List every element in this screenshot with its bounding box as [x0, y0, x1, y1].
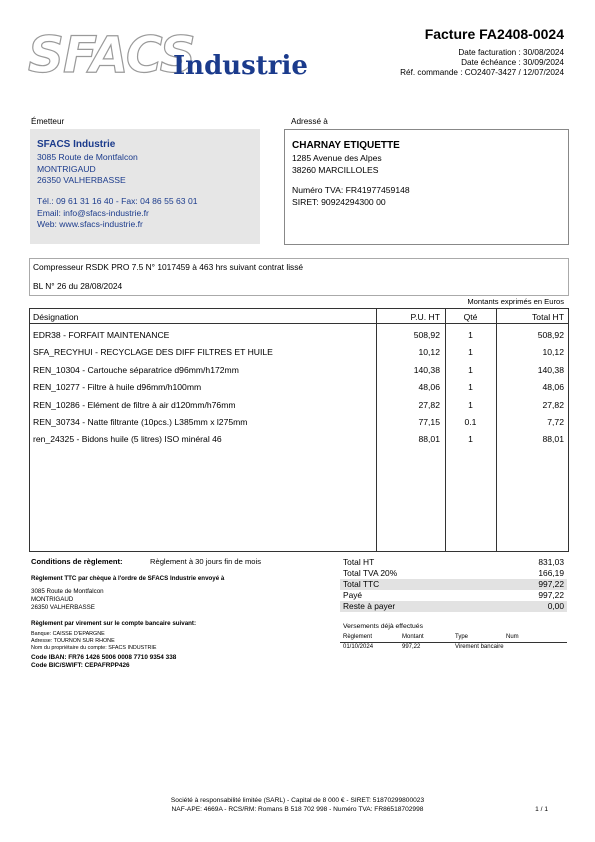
paid-label: Payé: [343, 590, 363, 600]
bank-name: Banque: CAISSE D'EPARGNE: [31, 631, 105, 637]
emitter-label: Émetteur: [31, 117, 65, 126]
emitter-address-line: MONTRIGAUD: [37, 163, 96, 174]
paid-value: 997,22: [538, 590, 564, 600]
company-logo-industrie: Industrie: [173, 51, 308, 81]
company-logo-sfacs: SFACS: [28, 26, 195, 84]
footer-registration: NAF-APE: 4669A - RCS/RM: Romans B 518 702 998 - Numéro TVA: FR86518702998: [171, 806, 424, 813]
total-ttc-label: Total TTC: [343, 579, 380, 589]
row-total: 27,82: [542, 399, 564, 410]
header-designation: Désignation: [33, 312, 79, 322]
emitter-contact: [37, 196, 198, 231]
row-total: 88,01: [542, 434, 564, 445]
row-designation: REN_10304 - Cartouche séparatrice d96mm/h172mm: [33, 364, 239, 375]
recipient-name: CHARNAY ETIQUETTE: [292, 140, 400, 151]
invoice-description: [29, 258, 569, 296]
row-quantity: 1: [468, 382, 473, 393]
remaining-row: [340, 601, 567, 612]
emitter-box: [30, 129, 260, 244]
row-total: 140,38: [537, 364, 564, 375]
bank-address: Adresse: TOURNON SUR RHONE: [31, 638, 115, 644]
header-total: Total HT: [532, 312, 564, 322]
row-quantity: 0.1: [464, 417, 477, 427]
total-ht-label: Total HT: [343, 557, 375, 567]
bic: Code BIC/SWIFT: CEPAFRPP426: [31, 662, 130, 669]
row-quantity: 1: [468, 347, 473, 358]
payments-title: Versements déjà effectués: [343, 623, 423, 630]
row-designation: ren_24325 - Bidons huile (5 litres) ISO minéral 46: [33, 434, 222, 445]
row-total: 10,12: [542, 347, 564, 358]
payments-row: [340, 643, 567, 652]
row-unit-price: 88,01: [418, 434, 440, 445]
recipient-siret: SIRET: 90924294300 00: [292, 196, 386, 207]
payment-date: 01/10/2024: [343, 644, 374, 650]
total-tva-label: Total TVA 20%: [343, 568, 398, 578]
column-divider: [376, 309, 377, 551]
currency-note: Montants exprimés en Euros: [467, 297, 564, 306]
transfer-title: Règlement par virement sur le compte bancaire suivant:: [31, 620, 197, 627]
paid-row: [340, 590, 567, 601]
header-unit-price: P.U. HT: [410, 312, 440, 322]
cheque-title: Règlement TTC par chèque à l'ordre de SFACS Industrie envoyé à: [31, 575, 225, 582]
row-designation: SFA_RECYHUI - RECYCLAGE DES DIFF FILTRES ET HUILE: [33, 347, 273, 358]
emitter-email: Email: info@sfacs-industrie.fr: [37, 207, 149, 218]
row-quantity: 1: [468, 364, 473, 375]
recipient-vat: Numéro TVA: FR41977459148: [292, 185, 410, 195]
row-designation: REN_30734 - Natte filtrante (10pcs.) L385mm x l275mm: [33, 417, 248, 427]
payments-header-cell: Type: [455, 634, 469, 640]
recipient-ids: [292, 185, 410, 208]
bank-details: [31, 631, 157, 652]
payments-header: [340, 634, 567, 643]
total-ht-value: 831,03: [538, 557, 564, 567]
cheque-address-line: 3085 Route de Montfalcon: [31, 588, 104, 595]
row-designation: REN_10277 - Filtre à huile d96mm/h100mm: [33, 382, 202, 393]
cheque-address-line: MONTRIGAUD: [31, 596, 74, 603]
row-designation: EDR38 - FORFAIT MAINTENANCE: [33, 330, 170, 340]
recipient-address: [292, 153, 382, 176]
total-ttc-row: [340, 579, 567, 590]
invoice-date: Date facturation : 30/08/2024: [458, 48, 564, 57]
invoice-title: Facture FA2408-0024: [424, 26, 564, 42]
column-divider: [496, 309, 497, 551]
total-tva-row: [340, 568, 567, 579]
row-unit-price: 140,38: [413, 364, 440, 375]
payment-type: Virement bancaire: [455, 644, 504, 650]
emitter-name: SFACS Industrie: [37, 139, 116, 150]
row-total: 7,72: [547, 417, 564, 427]
row-quantity: 1: [468, 399, 473, 410]
payments-table: [340, 634, 567, 652]
row-unit-price: 508,92: [413, 330, 440, 340]
row-total: 508,92: [537, 330, 564, 340]
row-quantity: 1: [468, 434, 473, 445]
items-table: [29, 308, 569, 552]
description-line: Compresseur RSDK PRO 7.5 N° 1017459 à 463 hrs suivant contrat lissé: [33, 262, 304, 272]
total-tva-value: 166,19: [538, 568, 564, 578]
column-divider: [445, 309, 446, 551]
conditions-label: Conditions de règlement:: [31, 557, 123, 566]
recipient-box: [284, 129, 569, 245]
footer-legal: Société à responsabilité limitée (SARL) - Capital de 8 000 € - SIRET: 51870299800023: [170, 797, 425, 804]
emitter-address-line: 3085 Route de Montfalcon: [37, 152, 138, 162]
recipient-address-line: 1285 Avenue des Alpes: [292, 153, 382, 163]
delivery-note-line: BL N° 26 du 28/08/2024: [33, 281, 123, 291]
invoice-due-date: Date échéance : 30/09/2024: [461, 58, 564, 67]
account-owner: Nom du propriétaire du compte: SFACS INDUSTRIE: [31, 645, 157, 651]
payments-header-cell: Num: [506, 634, 519, 640]
cheque-address: [31, 588, 104, 612]
row-unit-price: 48,06: [418, 382, 440, 393]
payments-header-cell: Règlement: [343, 634, 373, 640]
bank-codes: [31, 654, 176, 670]
row-unit-price: 10,12: [418, 347, 440, 358]
remaining-value: 0,00: [547, 601, 564, 611]
row-unit-price: 77,15: [418, 417, 440, 427]
row-unit-price: 27,82: [418, 399, 440, 410]
recipient-label: Adressé à: [291, 117, 328, 126]
payments-header-cell: Montant: [402, 634, 424, 640]
emitter-phone: Tél.: 09 61 31 16 40 - Fax: 04 86 55 63 01: [37, 196, 198, 206]
invoice-order-ref: Réf. commande : CO2407-3427 / 12/07/2024: [400, 68, 564, 77]
remaining-label: Reste à payer: [343, 601, 396, 611]
cheque-address-line: 26350 VALHERBASSE: [31, 604, 95, 611]
conditions-value: Règlement à 30 jours fin de mois: [150, 557, 262, 566]
row-designation: REN_10286 - Elément de filtre à air d120mm/h76mm: [33, 399, 236, 410]
payment-amount: 997,22: [402, 644, 421, 650]
total-ttc-value: 997,22: [538, 579, 564, 589]
page-number: 1 / 1: [535, 806, 548, 813]
header-quantity: Qté: [463, 312, 478, 322]
emitter-address-line: 26350 VALHERBASSE: [37, 175, 126, 186]
total-ht-row: [340, 557, 567, 568]
recipient-address-line: 38260 MARCILLOLES: [292, 164, 379, 175]
row-total: 48,06: [542, 382, 564, 393]
row-quantity: 1: [468, 330, 473, 340]
emitter-address: [37, 152, 138, 187]
emitter-web: Web: www.sfacs-industrie.fr: [37, 219, 143, 230]
iban: Code IBAN: FR76 1426 5006 0008 7710 9354 338: [31, 654, 177, 661]
